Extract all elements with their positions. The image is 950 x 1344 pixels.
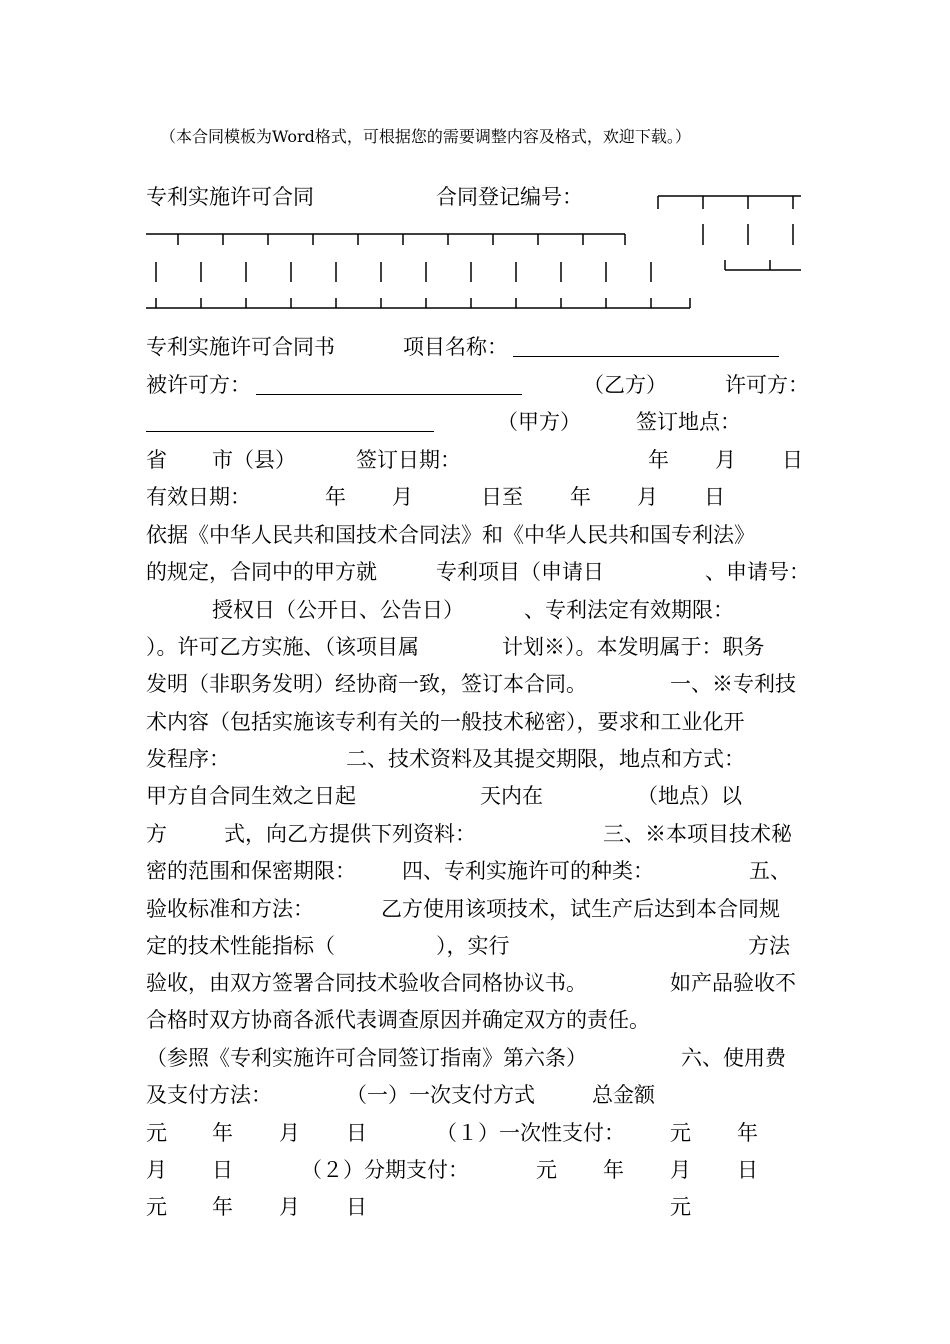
- section-2-heading: 二、技术资料及其提交期限，地点和方式：: [346, 747, 745, 771]
- date-year: 年: [212, 1195, 233, 1219]
- city-county-label: 市（县）: [212, 448, 296, 472]
- currency-unit: 元: [146, 1195, 167, 1219]
- date-year: 年: [737, 1121, 758, 1145]
- date-year: 年: [325, 485, 346, 509]
- date-day: 日: [782, 448, 803, 472]
- body-text: 验收标准和方法：: [146, 897, 314, 921]
- body-text: 式，向乙方提供下列资料：: [224, 822, 476, 846]
- body-text: 密的范围和保密期限：: [146, 859, 356, 883]
- date-month: 月: [146, 1158, 167, 1182]
- body-line: 合格时双方协商各派代表调查原因并确定双方的责任。: [146, 1008, 650, 1032]
- body-text: 计划※）。本发明属于：职务: [502, 635, 765, 659]
- registration-number-label: 合同登记编号：: [436, 185, 583, 209]
- registration-number-grid: [0, 0, 950, 320]
- body-text: 方: [146, 822, 167, 846]
- body-line: 依据《中华人民共和国技术合同法》和《中华人民共和国专利法》: [146, 523, 755, 547]
- licensor-blank: [146, 431, 434, 432]
- body-text: ）。许可乙方实施、（该项目属: [146, 635, 419, 659]
- date-day: 日: [212, 1158, 233, 1182]
- template-notice: （本合同模板为Word格式，可根据您的需要调整内容及格式，欢迎下载。）: [160, 127, 691, 146]
- contract-book-title: 专利实施许可合同书: [146, 335, 335, 359]
- installment-payment-label: （２）分期支付：: [301, 1158, 469, 1182]
- currency-unit: 元: [670, 1121, 691, 1145]
- body-text: 天内在: [480, 784, 543, 808]
- province-label: 省: [146, 448, 167, 472]
- body-text: ），实行: [436, 934, 510, 958]
- body-text: 方法: [748, 934, 790, 958]
- date-month: 月: [279, 1195, 300, 1219]
- date-month: 月: [670, 1158, 691, 1182]
- signing-date-label: 签订日期：: [356, 448, 461, 472]
- section-1-heading: 一、※专利技: [670, 672, 796, 696]
- project-name-label: 项目名称：: [403, 335, 508, 359]
- currency-unit: 元: [670, 1195, 691, 1219]
- party-a-label: （甲方）: [497, 410, 581, 434]
- licensor-label: 许可方：: [725, 373, 809, 397]
- licensee-label: 被许可方：: [146, 373, 251, 397]
- section-5-heading: 五、: [749, 859, 791, 883]
- body-text: （地点）以: [637, 784, 742, 808]
- date-day: 日: [737, 1158, 758, 1182]
- body-text: 专利项目（申请日: [436, 560, 604, 584]
- body-text: 及支付方法：: [146, 1083, 272, 1107]
- date-year: 年: [648, 448, 669, 472]
- licensee-blank: [256, 394, 522, 395]
- date-month: 月: [392, 485, 413, 509]
- date-month: 月: [279, 1121, 300, 1145]
- contract-title: 专利实施许可合同: [146, 185, 314, 209]
- body-text: 发程序：: [146, 747, 230, 771]
- date-day: 日: [346, 1195, 367, 1219]
- body-line: 的规定，合同中的甲方就: [146, 560, 377, 584]
- date-month: 月: [637, 485, 658, 509]
- one-time-payment-label: （１）一次性支付：: [436, 1121, 625, 1145]
- body-text: 授权日（公开日、公告日）: [212, 598, 464, 622]
- body-text: 、申请号：: [705, 560, 810, 584]
- effective-date-label: 有效日期：: [146, 485, 251, 509]
- payment-method-lump-sum: （一）一次支付方式: [346, 1083, 535, 1107]
- body-text: 定的技术性能指标（: [146, 934, 335, 958]
- section-6-heading: 六、使用费: [681, 1046, 786, 1070]
- date-year: 年: [603, 1158, 624, 1182]
- date-day-to: 日至: [481, 485, 523, 509]
- body-text: 乙方使用该项技术，试生产后达到本合同规: [381, 897, 780, 921]
- date-year: 年: [570, 485, 591, 509]
- signing-place-label: 签订地点：: [636, 410, 741, 434]
- date-day: 日: [704, 485, 725, 509]
- body-line: 术内容（包括实施该专利有关的一般技术秘密），要求和工业化开: [146, 710, 745, 734]
- party-b-label: （乙方）: [583, 373, 667, 397]
- body-text: 、专利法定有效期限：: [524, 598, 734, 622]
- project-name-blank: [513, 356, 779, 357]
- currency-unit: 元: [536, 1158, 557, 1182]
- total-amount-label: 总金额: [592, 1083, 655, 1107]
- date-year: 年: [212, 1121, 233, 1145]
- date-day: 日: [346, 1121, 367, 1145]
- body-text: 验收，由双方签署合同技术验收合同格协议书。: [146, 971, 587, 995]
- section-4-heading: 四、专利实施许可的种类：: [402, 859, 654, 883]
- body-text: 甲方自合同生效之日起: [146, 784, 356, 808]
- body-text: （参照《专利实施许可合同签订指南》第六条）: [146, 1046, 587, 1070]
- currency-unit: 元: [146, 1121, 167, 1145]
- date-month: 月: [715, 448, 736, 472]
- section-3-heading: 三、※本项目技术秘: [603, 822, 792, 846]
- body-text: 如产品验收不: [670, 971, 796, 995]
- body-text: 发明（非职务发明）经协商一致，签订本合同。: [146, 672, 587, 696]
